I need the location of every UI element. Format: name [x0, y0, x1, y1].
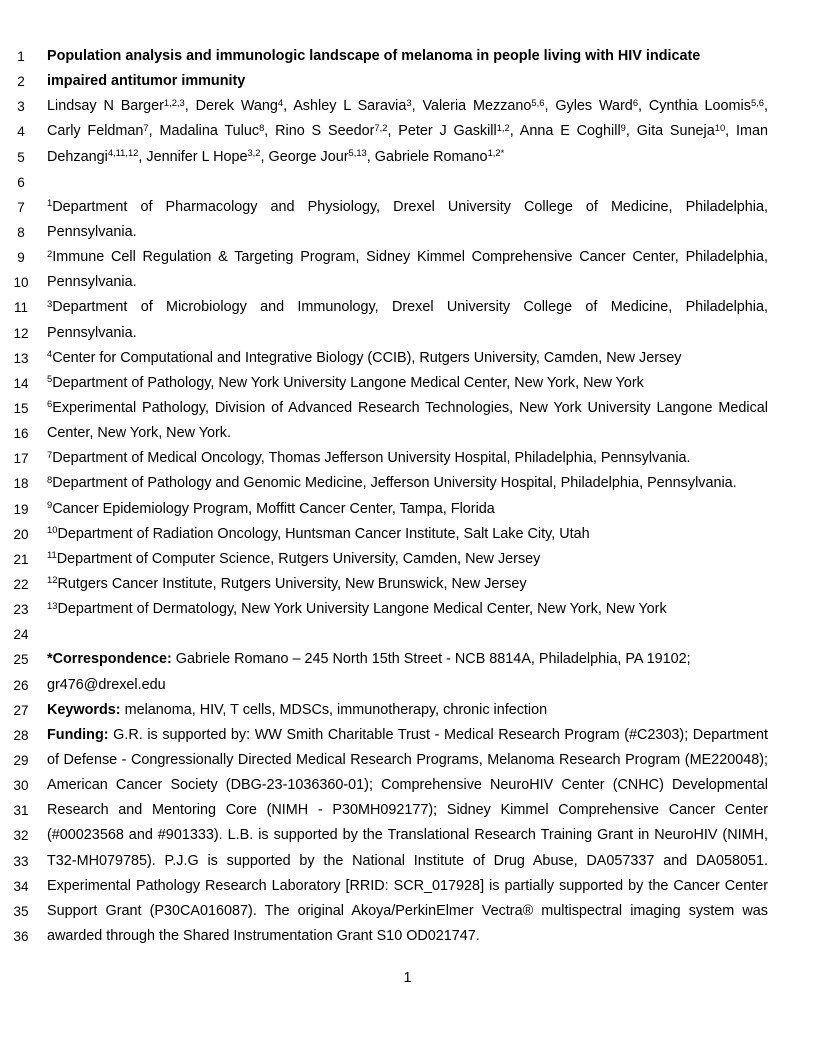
line-text: [47, 145, 768, 170]
line-text: [47, 723, 768, 748]
line-text: [47, 497, 768, 522]
affiliation-line: [0, 396, 816, 421]
superscript-affiliation-ref: 5,13: [348, 147, 367, 159]
text-segment: , Jennifer L Hope: [138, 148, 248, 165]
affiliation-line: [0, 321, 816, 346]
line-number: 16: [13, 426, 29, 442]
line-number: 17: [13, 451, 29, 467]
line-text: [47, 622, 768, 647]
line-text: [47, 874, 768, 899]
superscript-affiliation-ref: 12: [47, 574, 58, 586]
line-number: 34: [13, 878, 29, 894]
line-number: 4: [17, 124, 25, 140]
bold-text-segment: *Correspondence:: [47, 651, 172, 668]
line-number: 36: [13, 928, 29, 944]
text-segment: , Valeria Mezzano: [411, 98, 532, 115]
affiliation-line: [0, 245, 816, 270]
line-number: 19: [13, 501, 29, 517]
text-segment: Pennsylvania.: [47, 223, 137, 240]
text-segment: G.R. is supported by: WW Smith Charitable Trust - Medical Research Program (#C2303); Department: [108, 726, 768, 743]
line-text: [47, 798, 768, 823]
line-text: [47, 748, 768, 773]
superscript-affiliation-ref: 8: [259, 121, 265, 133]
superscript-affiliation-ref: 8: [47, 473, 53, 485]
affiliation-line: [0, 572, 816, 597]
superscript-affiliation-ref: 4,11,12: [107, 147, 139, 159]
text-segment: Center, New York, New York.: [47, 425, 231, 442]
affiliation-line: [0, 522, 816, 547]
line-text: [47, 295, 768, 320]
line-number: 15: [13, 400, 29, 416]
superscript-affiliation-ref: 4: [47, 348, 53, 360]
bold-text-segment: Population analysis and immunologic landscape of melanoma in people living with HIV indicate: [47, 48, 701, 64]
bold-text-segment: Funding:: [47, 726, 109, 743]
line-text: [47, 849, 768, 874]
text-segment: T32-MH079785). P.J.G is supported by the National Institute of Drug Abuse, DA057337 and DA058051.: [47, 852, 768, 869]
line-number: 31: [13, 803, 29, 819]
line-number: 12: [13, 325, 29, 341]
line-text: [47, 673, 768, 698]
text-segment: Department of Pathology and Genomic Medicine, Jefferson University Hospital, Philadelphia, Pennsylvania.: [52, 475, 737, 492]
funding-line: [0, 723, 816, 748]
text-segment: Immune Cell Regulation & Targeting Program, Sidney Kimmel Comprehensive Cancer Center, Philadelphia,: [52, 249, 768, 266]
text-segment: Department of Pathology, New York University Langone Medical Center, New York, New York: [52, 374, 644, 391]
line-text: [47, 471, 768, 496]
affiliation-line: [0, 471, 816, 496]
line-text: [47, 924, 768, 949]
line-number: 27: [13, 702, 29, 718]
affiliation-line: [0, 497, 816, 522]
text-segment: Gabriele Romano – 245 North 15th Street - NCB 8814A, Philadelphia, PA 19102;: [171, 651, 691, 668]
line-text: [47, 245, 768, 270]
line-text: [47, 346, 768, 371]
affiliation-line: [0, 195, 816, 220]
line-number: 35: [13, 903, 29, 919]
line-number: 26: [13, 677, 29, 693]
line-number: 25: [13, 652, 29, 668]
line-number: 21: [13, 551, 29, 567]
superscript-affiliation-ref: 10: [714, 121, 726, 133]
bold-text-segment: impaired antitumor immunity: [47, 73, 246, 90]
funding-line: [0, 874, 816, 899]
text-segment: (#00023568 and #901333). L.B. is supported by the Translational Research Training Grant in NeuroHIV (NIMH,: [47, 827, 768, 844]
line-text: [47, 119, 768, 144]
superscript-affiliation-ref: 1,2*: [487, 147, 505, 159]
bold-text-segment: Keywords:: [47, 701, 121, 718]
blank-line: [0, 622, 816, 647]
line-text: [47, 94, 768, 119]
text-segment: , Derek Wang: [184, 98, 278, 115]
text-segment: Rutgers Cancer Institute, Rutgers University, New Brunswick, New Jersey: [57, 575, 527, 592]
line-number: 29: [13, 752, 29, 768]
line-text: [47, 321, 768, 346]
line-text: [47, 522, 768, 547]
superscript-affiliation-ref: 3: [47, 297, 53, 309]
affiliation-line: [0, 421, 816, 446]
text-segment: Department of Computer Science, Rutgers University, Camden, New Jersey: [56, 550, 541, 567]
authors-line: [0, 119, 816, 144]
text-segment: , Rino S Seedor: [264, 123, 375, 140]
affiliation-line: [0, 371, 816, 396]
line-number: 20: [13, 526, 29, 542]
superscript-affiliation-ref: 1,2,3: [163, 96, 185, 108]
line-number: 22: [13, 576, 29, 592]
line-text: [47, 371, 768, 396]
text-segment: , Ashley L Saravia: [283, 98, 407, 115]
line-number: 18: [13, 476, 29, 492]
text-segment: melanoma, HIV, T cells, MDSCs, immunotherapy, chronic infection: [120, 701, 548, 718]
line-text: [47, 270, 768, 295]
line-number: 32: [13, 828, 29, 844]
text-segment: Dehzangi: [47, 148, 108, 165]
text-segment: Department of Medical Oncology, Thomas Jefferson University Hospital, Philadelphia, Pennsylvania.: [52, 450, 691, 467]
text-segment: , George Jour: [260, 148, 349, 165]
line-number: 6: [17, 174, 25, 190]
line-number: 3: [17, 99, 25, 115]
line-text: [47, 195, 768, 220]
superscript-affiliation-ref: 6: [632, 96, 639, 108]
text-segment: Department of Pharmacology and Physiology, Drexel University College of Medicine, Philadelphia,: [52, 198, 768, 215]
line-text: [47, 396, 768, 421]
affiliation-line: [0, 547, 816, 572]
text-segment: Cancer Epidemiology Program, Moffitt Cancer Center, Tampa, Florida: [52, 500, 495, 517]
superscript-affiliation-ref: 3: [406, 96, 412, 108]
text-segment: gr476@drexel.edu: [47, 676, 166, 693]
page-number: 1: [403, 970, 412, 986]
line-text: [47, 597, 768, 622]
text-segment: , Gyles Ward: [544, 98, 633, 115]
line-number: 23: [13, 602, 29, 618]
superscript-affiliation-ref: 13: [47, 599, 58, 611]
line-text: [47, 44, 768, 69]
line-text: [47, 220, 768, 245]
line-number: 7: [17, 199, 25, 215]
authors-line: [0, 94, 816, 119]
title-line: [0, 69, 816, 94]
line-number: 2: [17, 74, 25, 90]
superscript-affiliation-ref: 5,6: [750, 96, 764, 108]
text-segment: Pennsylvania.: [47, 324, 137, 341]
funding-line: [0, 823, 816, 848]
line-text: [47, 572, 768, 597]
line-number: 9: [17, 250, 25, 266]
superscript-affiliation-ref: 1,2: [496, 121, 510, 133]
line-number: 10: [13, 275, 29, 291]
superscript-affiliation-ref: 10: [47, 524, 58, 536]
line-text: [47, 69, 768, 94]
affiliation-line: [0, 346, 816, 371]
line-number: 33: [13, 853, 29, 869]
keywords-line: [0, 698, 816, 723]
line-number: 24: [13, 627, 29, 643]
text-segment: Department of Microbiology and Immunology, Drexel University College of Medicine, Philadelphia,: [52, 299, 768, 316]
text-segment: Department of Radiation Oncology, Huntsman Cancer Institute, Salt Lake City, Utah: [57, 525, 590, 542]
line-number: 13: [13, 350, 29, 366]
superscript-affiliation-ref: 1: [47, 197, 53, 209]
superscript-affiliation-ref: 5,6: [531, 96, 545, 108]
text-segment: ,: [763, 98, 768, 115]
line-number: 14: [13, 375, 29, 391]
text-segment: , Gabriele Romano: [366, 148, 488, 165]
funding-line: [0, 798, 816, 823]
line-text: [47, 698, 768, 723]
affiliation-line: [0, 270, 816, 295]
superscript-affiliation-ref: 3,2: [247, 147, 261, 159]
text-segment: American Cancer Society (DBG-23-1036360-01); Comprehensive NeuroHIV Center (CNHC) Developmental: [47, 777, 768, 794]
text-segment: , Cynthia Loomis: [638, 98, 751, 115]
text-segment: , Madalina Tuluc: [148, 123, 260, 140]
line-text: [47, 170, 768, 195]
affiliation-line: [0, 295, 816, 320]
line-text: [47, 421, 768, 446]
authors-line: [0, 145, 816, 170]
line-number: 28: [13, 727, 29, 743]
superscript-affiliation-ref: 11: [47, 549, 57, 561]
correspondence-line: [0, 647, 816, 672]
line-number: 1: [17, 49, 25, 64]
superscript-affiliation-ref: 5: [47, 373, 53, 385]
title-line: [0, 44, 816, 69]
text-segment: Support Grant (P30CA016087). The original Akoya/PerkinElmer Vectra® multispectral imaging system was: [47, 902, 768, 919]
line-text: [47, 823, 768, 848]
text-segment: Department of Dermatology, New York University Langone Medical Center, New York, New York: [57, 601, 667, 618]
superscript-affiliation-ref: 7,2: [374, 121, 388, 133]
email-line: [0, 673, 816, 698]
funding-line: [0, 899, 816, 924]
line-text: [47, 547, 768, 572]
line-container: [0, 44, 816, 949]
line-text: [47, 446, 768, 471]
superscript-affiliation-ref: 7: [47, 448, 53, 460]
line-number: 11: [13, 300, 28, 316]
blank-line: [0, 170, 816, 195]
superscript-affiliation-ref: 7: [143, 121, 149, 133]
funding-line: [0, 849, 816, 874]
text-segment: awarded through the Shared Instrumentation Grant S10 OD021747.: [47, 927, 480, 944]
text-segment: Lindsay N Barger: [47, 98, 164, 115]
text-segment: , Iman: [725, 123, 768, 140]
text-segment: Center for Computational and Integrative Biology (CCIB), Rutgers University, Camden, New Jersey: [52, 349, 682, 366]
text-segment: Pennsylvania.: [47, 274, 137, 291]
superscript-affiliation-ref: 9: [47, 499, 53, 511]
affiliation-line: [0, 220, 816, 245]
superscript-affiliation-ref: 4: [277, 96, 284, 108]
affiliation-line: [0, 446, 816, 471]
line-number: 30: [13, 778, 29, 794]
superscript-affiliation-ref: 9: [620, 121, 626, 133]
line-number: 8: [17, 224, 25, 240]
funding-line: [0, 924, 816, 949]
funding-line: [0, 748, 816, 773]
text-segment: Carly Feldman: [47, 123, 144, 140]
text-segment: , Anna E Coghill: [509, 123, 621, 140]
line-text: [47, 773, 768, 798]
text-segment: Experimental Pathology Research Laboratory [RRID: SCR_017928] is partially supported by the Cancer Center: [47, 877, 768, 894]
superscript-affiliation-ref: 6: [47, 398, 53, 410]
text-segment: , Peter J Gaskill: [387, 123, 497, 140]
line-text: [47, 647, 768, 672]
superscript-affiliation-ref: 2: [47, 247, 53, 259]
text-segment: , Gita Suneja: [625, 123, 715, 140]
line-text: [47, 899, 768, 924]
funding-line: [0, 773, 816, 798]
line-number: 5: [17, 149, 25, 165]
text-segment: of Defense - Congressionally Directed Medical Research Programs, Melanoma Research Program (ME220048);: [47, 751, 768, 768]
text-segment: Experimental Pathology, Division of Advanced Research Technologies, New York University Langone Medical: [52, 399, 768, 416]
text-segment: Research and Mentoring Core (NIMH - P30MH092177); Sidney Kimmel Comprehensive Cancer Center: [47, 802, 768, 819]
affiliation-line: [0, 597, 816, 622]
